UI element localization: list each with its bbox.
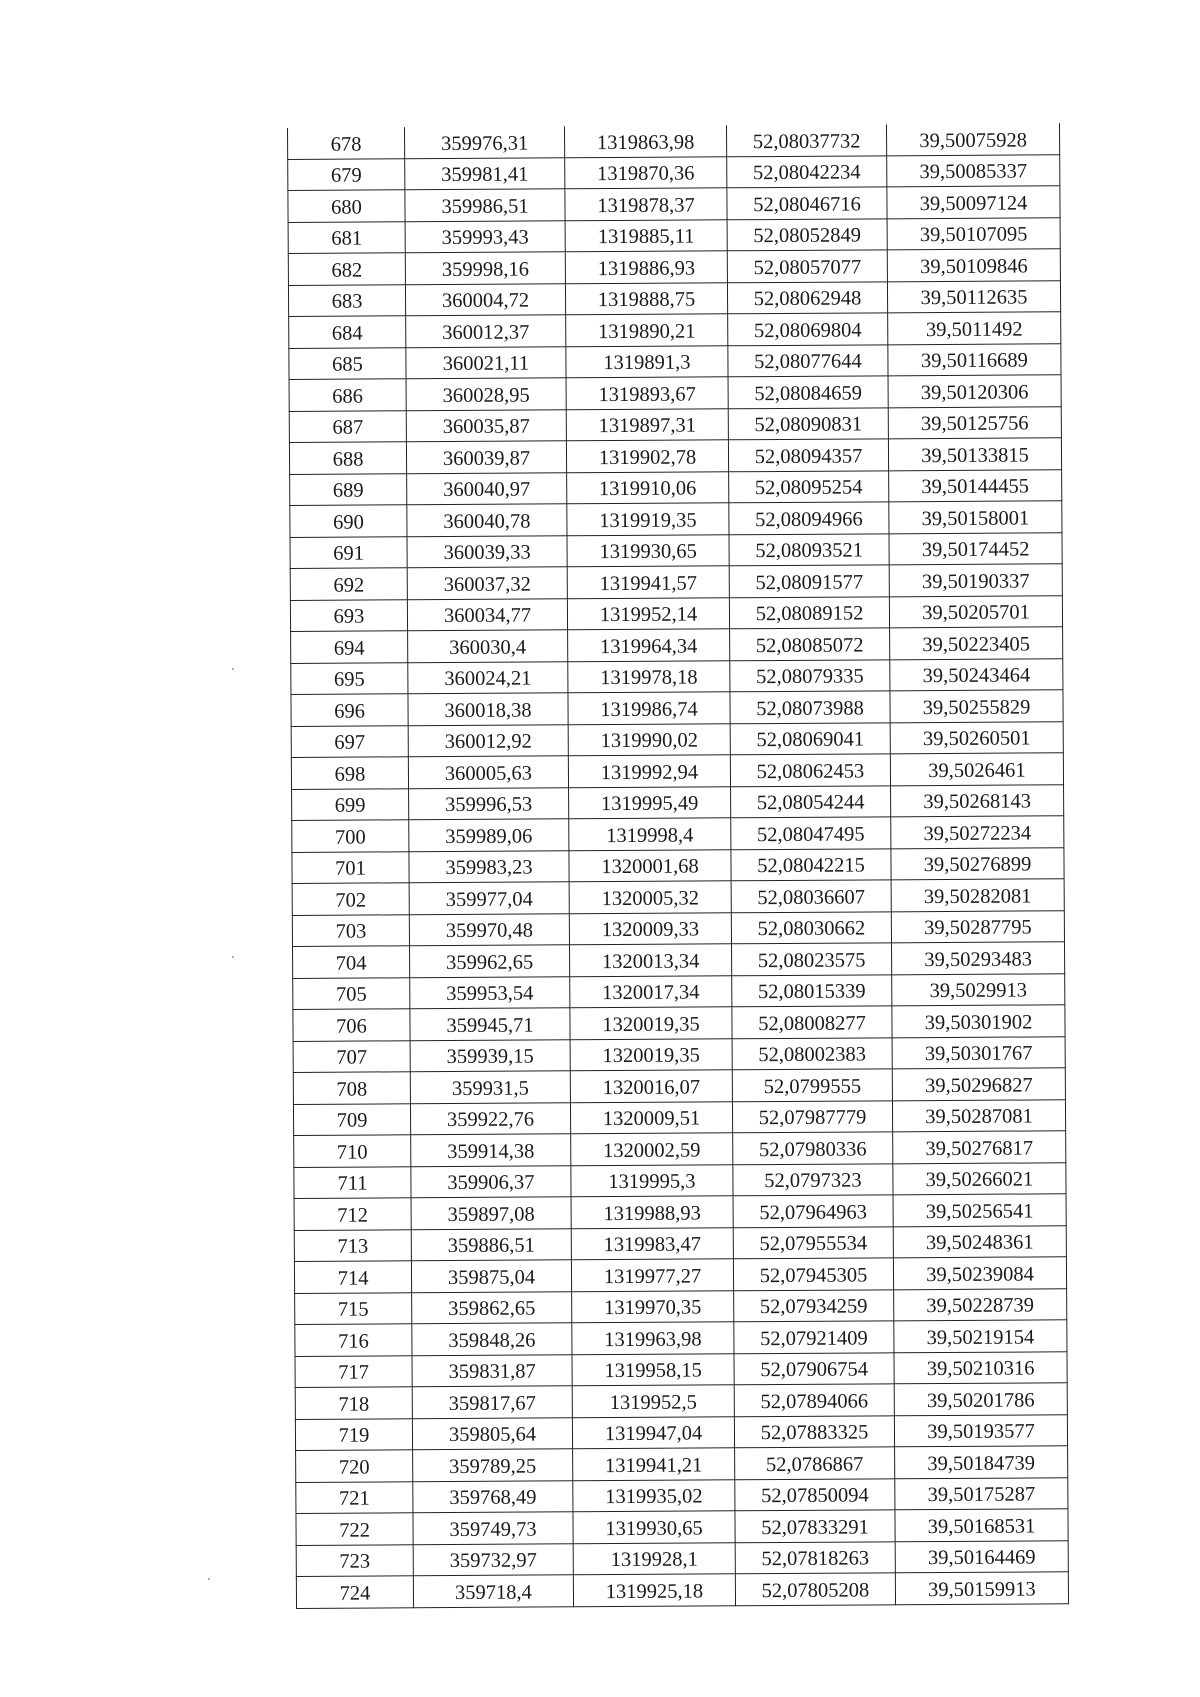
latitude-cell: 52,08090831 [728,407,888,439]
x-coordinate-cell: 359848,26 [412,1323,572,1355]
longitude-cell: 39,50112635 [887,280,1060,313]
longitude-cell: 39,50144455 [889,469,1062,502]
y-coordinate-cell: 1319986,74 [568,692,730,724]
x-coordinate-cell: 359875,04 [411,1260,571,1292]
x-coordinate-cell: 359831,87 [412,1354,572,1386]
x-coordinate-cell: 359768,49 [413,1480,573,1512]
longitude-cell: 39,50287081 [892,1099,1065,1132]
table-row [293,1005,1065,1041]
longitude-cell: 39,5029913 [892,973,1065,1006]
x-coordinate-cell: 360018,38 [408,693,568,725]
table-row [288,280,1060,316]
longitude-cell: 39,50272234 [891,816,1064,849]
point-number-cell: 687 [289,410,406,442]
y-coordinate-cell: 1319935,02 [573,1479,735,1511]
table-row [293,1099,1065,1135]
y-coordinate-cell: 1319983,47 [571,1227,733,1259]
point-number-cell: 708 [293,1072,410,1104]
x-coordinate-cell: 359862,65 [412,1291,572,1323]
point-number-cell: 683 [288,284,405,316]
x-coordinate-cell: 359998,16 [405,252,565,284]
point-number-cell: 713 [294,1229,411,1261]
point-number-cell: 709 [293,1103,410,1135]
latitude-cell: 52,08002383 [732,1037,892,1069]
y-coordinate-cell: 1319963,98 [572,1322,734,1354]
scan-speck [232,668,234,670]
longitude-cell: 39,5026461 [890,753,1063,786]
x-coordinate-cell: 360028,95 [406,378,566,410]
latitude-cell: 52,08069041 [730,722,890,754]
latitude-cell: 52,08047495 [731,817,891,849]
longitude-cell: 39,50301902 [892,1005,1065,1038]
x-coordinate-cell: 359977,04 [409,882,569,914]
point-number-cell: 717 [295,1355,412,1387]
x-coordinate-cell: 359962,65 [409,945,569,977]
y-coordinate-cell: 1319941,57 [567,566,729,598]
y-coordinate-cell: 1319930,65 [573,1511,735,1543]
y-coordinate-cell: 1319964,34 [568,629,730,661]
table-row [294,1225,1066,1261]
table-row [289,312,1061,348]
latitude-cell: 52,08091577 [729,565,889,597]
y-coordinate-cell: 1319897,31 [566,408,728,440]
table-row [295,1351,1067,1387]
latitude-cell: 52,08052849 [727,218,887,250]
y-coordinate-cell: 1319952,14 [567,597,729,629]
longitude-cell: 39,50248361 [893,1225,1066,1258]
table-row [296,1572,1068,1608]
latitude-cell: 52,08094357 [728,439,888,471]
x-coordinate-cell: 359993,43 [405,220,565,252]
table-row [292,816,1064,852]
y-coordinate-cell: 1319891,3 [566,345,728,377]
latitude-cell: 52,07833291 [735,1510,895,1542]
y-coordinate-cell: 1319988,93 [571,1196,733,1228]
x-coordinate-cell: 359970,48 [409,913,569,945]
y-coordinate-cell: 1319893,67 [566,377,728,409]
longitude-cell: 39,50201786 [894,1383,1067,1416]
point-number-cell: 689 [290,473,407,505]
y-coordinate-cell: 1319978,18 [568,660,730,692]
point-number-cell: 721 [296,1481,413,1513]
y-coordinate-cell: 1320009,51 [570,1101,732,1133]
point-number-cell: 691 [290,536,407,568]
latitude-cell: 52,07818263 [735,1541,895,1573]
table-row [294,1162,1066,1198]
table-row [295,1414,1067,1450]
longitude-cell: 39,50266021 [893,1162,1066,1195]
longitude-cell: 39,50260501 [890,721,1063,754]
y-coordinate-cell: 1319992,94 [568,755,730,787]
y-coordinate-cell: 1319958,15 [572,1353,734,1385]
longitude-cell: 39,50075928 [886,123,1059,155]
table-row [292,910,1064,946]
x-coordinate-cell: 359931,5 [410,1071,570,1103]
point-number-cell: 704 [292,946,409,978]
x-coordinate-cell: 359989,06 [409,819,569,851]
latitude-cell: 52,08023575 [731,943,891,975]
latitude-cell: 52,08085072 [730,628,890,660]
point-number-cell: 700 [292,820,409,852]
x-coordinate-cell: 360012,37 [406,315,566,347]
table-row [288,123,1060,159]
point-number-cell: 706 [293,1009,410,1041]
point-number-cell: 712 [294,1198,411,1230]
y-coordinate-cell: 1319910,06 [567,471,729,503]
y-coordinate-cell: 1319925,18 [573,1574,735,1606]
x-coordinate-cell: 359983,23 [409,850,569,882]
point-number-cell: 681 [288,221,405,253]
longitude-cell: 39,50287795 [891,910,1064,943]
table-row [290,532,1062,568]
longitude-cell: 39,50085337 [887,154,1060,187]
point-number-cell: 686 [289,379,406,411]
longitude-cell: 39,50097124 [887,186,1060,219]
y-coordinate-cell: 1319928,1 [573,1542,735,1574]
latitude-cell: 52,08089152 [729,596,889,628]
table-row [292,879,1064,915]
y-coordinate-cell: 1319947,04 [572,1416,734,1448]
x-coordinate-cell: 360040,97 [407,472,567,504]
latitude-cell: 52,07934259 [734,1289,894,1321]
x-coordinate-cell: 360012,92 [408,724,568,756]
longitude-cell: 39,50190337 [889,564,1062,597]
latitude-cell: 52,08015339 [732,974,892,1006]
point-number-cell: 720 [296,1450,413,1482]
point-number-cell: 701 [292,851,409,883]
table-row [296,1477,1068,1513]
point-number-cell: 684 [289,316,406,348]
longitude-cell: 39,50193577 [894,1414,1067,1447]
longitude-cell: 39,50133815 [888,438,1061,471]
table-row [289,438,1061,474]
y-coordinate-cell: 1320005,32 [569,881,731,913]
y-coordinate-cell: 1320002,59 [571,1133,733,1165]
longitude-cell: 39,50205701 [889,595,1062,628]
table-row [295,1320,1067,1356]
latitude-cell: 52,0786867 [735,1447,895,1479]
point-number-cell: 722 [296,1513,413,1545]
longitude-cell: 39,50282081 [891,879,1064,912]
x-coordinate-cell: 359817,67 [412,1386,572,1418]
table-row [294,1257,1066,1293]
latitude-cell: 52,08036607 [731,880,891,912]
x-coordinate-cell: 359906,37 [411,1165,571,1197]
longitude-cell: 39,50219154 [894,1320,1067,1353]
x-coordinate-cell: 360039,33 [407,535,567,567]
longitude-cell: 39,50210316 [894,1351,1067,1384]
point-number-cell: 716 [295,1324,412,1356]
point-number-cell: 682 [288,253,405,285]
point-number-cell: 697 [291,725,408,757]
x-coordinate-cell: 359996,53 [409,787,569,819]
point-number-cell: 688 [289,442,406,474]
y-coordinate-cell: 1319930,65 [567,534,729,566]
latitude-cell: 52,07906754 [734,1352,894,1384]
point-number-cell: 693 [290,599,407,631]
y-coordinate-cell: 1319952,5 [572,1385,734,1417]
point-number-cell: 694 [291,631,408,663]
y-coordinate-cell: 1319995,49 [569,786,731,818]
x-coordinate-cell: 359945,71 [410,1008,570,1040]
x-coordinate-cell: 360004,72 [405,283,565,315]
longitude-cell: 39,50228739 [894,1288,1067,1321]
x-coordinate-cell: 360030,4 [408,630,568,662]
point-number-cell: 718 [295,1387,412,1419]
latitude-cell: 52,08077644 [728,344,888,376]
longitude-cell: 39,50184739 [895,1446,1068,1479]
latitude-cell: 52,08057077 [727,250,887,282]
point-number-cell: 714 [294,1261,411,1293]
longitude-cell: 39,50223405 [890,627,1063,660]
y-coordinate-cell: 1319995,3 [571,1164,733,1196]
longitude-cell: 39,50276817 [893,1131,1066,1164]
x-coordinate-cell: 359897,08 [411,1197,571,1229]
x-coordinate-cell: 359886,51 [411,1228,571,1260]
table-row [291,627,1063,663]
latitude-cell: 52,07850094 [735,1478,895,1510]
table-row [293,973,1065,1009]
table-row [292,942,1064,978]
y-coordinate-cell: 1319886,93 [565,251,727,283]
latitude-cell: 52,08069804 [728,313,888,345]
y-coordinate-cell: 1319885,11 [565,219,727,251]
table-row [290,469,1062,505]
scan-speck [208,1578,210,1580]
longitude-cell: 39,50116689 [888,343,1061,376]
y-coordinate-cell: 1319941,21 [573,1448,735,1480]
x-coordinate-cell: 360037,32 [407,567,567,599]
point-number-cell: 724 [296,1576,413,1608]
point-number-cell: 685 [289,347,406,379]
latitude-cell: 52,07894066 [734,1384,894,1416]
x-coordinate-cell: 360035,87 [406,409,566,441]
latitude-cell: 52,08084659 [728,376,888,408]
y-coordinate-cell: 1319863,98 [564,125,726,157]
longitude-cell: 39,50276899 [891,847,1064,880]
latitude-cell: 52,07945305 [733,1258,893,1290]
table-row [289,406,1061,442]
point-number-cell: 695 [291,662,408,694]
y-coordinate-cell: 1320019,35 [570,1007,732,1039]
y-coordinate-cell: 1320016,07 [570,1070,732,1102]
x-coordinate-cell: 360034,77 [407,598,567,630]
table-row [290,595,1062,631]
point-number-cell: 723 [296,1544,413,1576]
latitude-cell: 52,07921409 [734,1321,894,1353]
y-coordinate-cell: 1319870,36 [565,156,727,188]
table-row [291,658,1063,694]
y-coordinate-cell: 1319902,78 [566,440,728,472]
longitude-cell: 39,50109846 [887,249,1060,282]
table-row [288,186,1060,222]
y-coordinate-cell: 1319977,27 [571,1259,733,1291]
table-row [288,154,1060,190]
point-number-cell: 703 [292,914,409,946]
table-row [290,564,1062,600]
y-coordinate-cell: 1319919,35 [567,503,729,535]
longitude-cell: 39,50158001 [889,501,1062,534]
x-coordinate-cell: 359805,64 [412,1417,572,1449]
x-coordinate-cell: 360040,78 [407,504,567,536]
x-coordinate-cell: 359718,4 [413,1575,573,1607]
point-number-cell: 719 [295,1418,412,1450]
latitude-cell: 52,08093521 [729,533,889,565]
latitude-cell: 52,08073988 [730,691,890,723]
x-coordinate-cell: 359976,31 [404,126,564,158]
y-coordinate-cell: 1320013,34 [569,944,731,976]
table-row [294,1131,1066,1167]
point-number-cell: 679 [288,158,405,190]
latitude-cell: 52,08046716 [727,187,887,219]
x-coordinate-cell: 359789,25 [413,1449,573,1481]
y-coordinate-cell: 1319990,02 [568,723,730,755]
table-row [290,501,1062,537]
table-row [296,1446,1068,1482]
x-coordinate-cell: 360021,11 [406,346,566,378]
latitude-cell: 52,07980336 [733,1132,893,1164]
point-number-cell: 680 [288,190,405,222]
point-number-cell: 705 [293,977,410,1009]
latitude-cell: 52,0799555 [732,1069,892,1101]
point-number-cell: 702 [292,883,409,915]
x-coordinate-cell: 359732,97 [413,1543,573,1575]
table-row [288,249,1060,285]
x-coordinate-cell: 359922,76 [410,1102,570,1134]
latitude-cell: 52,08054244 [731,785,891,817]
latitude-cell: 52,07805208 [735,1573,895,1605]
longitude-cell: 39,50125756 [888,406,1061,439]
point-number-cell: 710 [294,1135,411,1167]
table-row [293,1036,1065,1072]
latitude-cell: 52,08008277 [732,1006,892,1038]
table-row [295,1288,1067,1324]
table-row [289,343,1061,379]
y-coordinate-cell: 1320017,34 [570,975,732,1007]
x-coordinate-cell: 359939,15 [410,1039,570,1071]
latitude-cell: 52,08094966 [729,502,889,534]
longitude-cell: 39,50243464 [890,658,1063,691]
y-coordinate-cell: 1319890,21 [566,314,728,346]
longitude-cell: 39,50256541 [893,1194,1066,1227]
longitude-cell: 39,50239084 [893,1257,1066,1290]
latitude-cell: 52,08030662 [731,911,891,943]
latitude-cell: 52,08079335 [730,659,890,691]
longitude-cell: 39,50159913 [895,1572,1068,1605]
longitude-cell: 39,5011492 [888,312,1061,345]
table-row [289,375,1061,411]
table-row [291,690,1063,726]
latitude-cell: 52,08037732 [726,124,886,156]
x-coordinate-cell: 359749,73 [413,1512,573,1544]
longitude-cell: 39,50164469 [895,1540,1068,1573]
table-row [292,847,1064,883]
table-row [291,753,1063,789]
table-row [296,1540,1068,1576]
x-coordinate-cell: 360024,21 [408,661,568,693]
x-coordinate-cell: 359986,51 [405,189,565,221]
table-row [296,1509,1068,1545]
latitude-cell: 52,07955534 [733,1226,893,1258]
point-number-cell: 699 [292,788,409,820]
point-number-cell: 690 [290,505,407,537]
latitude-cell: 52,08042234 [727,155,887,187]
x-coordinate-cell: 359914,38 [411,1134,571,1166]
x-coordinate-cell: 359981,41 [405,157,565,189]
longitude-cell: 39,50107095 [887,217,1060,250]
point-number-cell: 678 [288,127,405,159]
point-number-cell: 707 [293,1040,410,1072]
latitude-cell: 52,08062453 [730,754,890,786]
scan-speck [232,956,234,958]
longitude-cell: 39,50168531 [895,1509,1068,1542]
latitude-cell: 52,08095254 [729,470,889,502]
longitude-cell: 39,50255829 [890,690,1063,723]
longitude-cell: 39,50296827 [892,1068,1065,1101]
y-coordinate-cell: 1320019,35 [570,1038,732,1070]
latitude-cell: 52,07883325 [734,1415,894,1447]
table-row [295,1383,1067,1419]
point-number-cell: 696 [291,694,408,726]
coordinates-table-body [288,123,1069,1608]
y-coordinate-cell: 1319878,37 [565,188,727,220]
latitude-cell: 52,07964963 [733,1195,893,1227]
longitude-cell: 39,50268143 [891,784,1064,817]
longitude-cell: 39,50293483 [891,942,1064,975]
longitude-cell: 39,50120306 [888,375,1061,408]
y-coordinate-cell: 1319888,75 [565,282,727,314]
latitude-cell: 52,08062948 [727,281,887,313]
longitude-cell: 39,50301767 [892,1036,1065,1069]
y-coordinate-cell: 1320009,33 [569,912,731,944]
table-row [288,217,1060,253]
x-coordinate-cell: 360039,87 [406,441,566,473]
y-coordinate-cell: 1319998,4 [569,818,731,850]
point-number-cell: 692 [290,568,407,600]
y-coordinate-cell: 1319970,35 [572,1290,734,1322]
x-coordinate-cell: 360005,63 [408,756,568,788]
table-row [291,721,1063,757]
point-number-cell: 698 [291,757,408,789]
latitude-cell: 52,07987779 [732,1100,892,1132]
point-number-cell: 715 [295,1292,412,1324]
latitude-cell: 52,0797323 [733,1163,893,1195]
table-row [294,1194,1066,1230]
latitude-cell: 52,08042215 [731,848,891,880]
longitude-cell: 39,50174452 [889,532,1062,565]
coordinates-table [287,123,1069,1608]
x-coordinate-cell: 359953,54 [410,976,570,1008]
longitude-cell: 39,50175287 [895,1477,1068,1510]
point-number-cell: 711 [294,1166,411,1198]
table-row [292,784,1064,820]
table-row [293,1068,1065,1104]
y-coordinate-cell: 1320001,68 [569,849,731,881]
